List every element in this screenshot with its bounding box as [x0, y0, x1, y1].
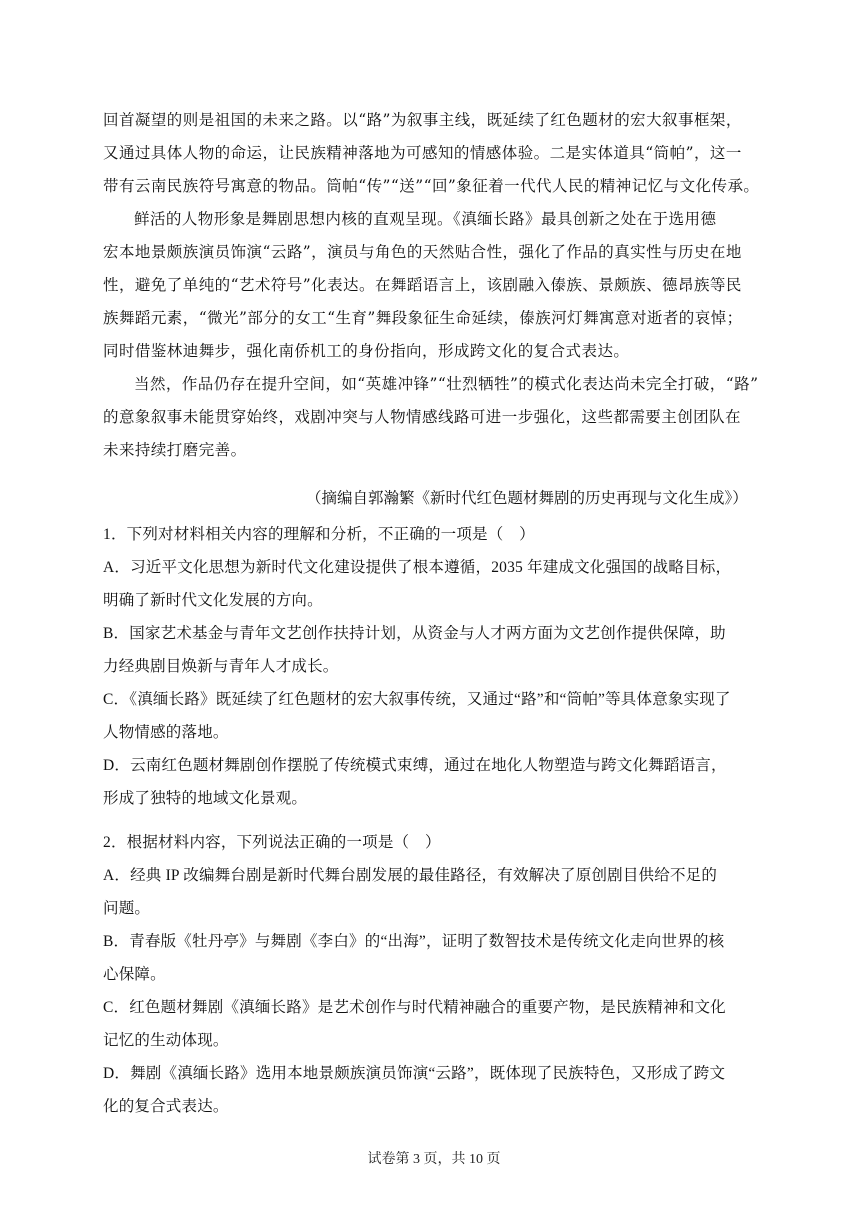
option-line: 形成了独特的地域文化景观。	[103, 790, 308, 807]
option-line: 人物情感的落地。	[103, 724, 229, 741]
option-a	[103, 859, 753, 925]
passage-line: 当然，作品仍存在提升空间，如“英雄冲锋”“壮烈牺牲”的模式化表达尚未完全打破，“路”	[134, 375, 759, 393]
passage-paragraph-2	[103, 203, 753, 368]
passage-source: （摘编自郭瀚繁《新时代红色题材舞剧的历史再现与文化生成》）	[306, 489, 748, 507]
passage-line: 鲜活的人物形象是舞剧思想内核的直观呈现。《滇缅长路》最具创新之处在于选用德	[134, 210, 717, 228]
option-c	[103, 991, 753, 1057]
option-d	[103, 1057, 753, 1123]
option-line: C．红色题材舞剧《滇缅长路》是艺术创作与时代精神融合的重要产物，是民族精神和文化	[103, 999, 726, 1016]
passage-paragraph-1	[103, 104, 760, 203]
question-stem: 2．根据材料内容，下列说法正确的一项是（ ）	[103, 834, 441, 851]
passage-line: 又通过具体人物的命运，让民族精神落地为可感知的情感体验。二是实体道具“筒帕”，这一	[103, 144, 742, 162]
option-line: 心保障。	[103, 966, 166, 983]
passage-line: 族舞蹈元素，“微光”部分的女工“生育”舞段象征生命延续，傣族河灯舞寓意对逝者的哀悼；	[103, 309, 743, 327]
option-line: 化的复合式表达。	[103, 1098, 229, 1115]
passage-line: 的意象叙事未能贯穿始终，戏剧冲突与人物情感线路可进一步强化，这些都需要主创团队在	[103, 408, 742, 426]
passage-line: 回首凝望的则是祖国的未来之路。以“路”为叙事主线，既延续了红色题材的宏大叙事框架，	[103, 111, 742, 129]
option-d	[103, 749, 753, 815]
passage-paragraph-3	[103, 368, 759, 467]
option-line: 问题。	[103, 900, 151, 917]
option-line: A．习近平文化思想为新时代文化建设提供了根本遵循，2035 年建成文化强国的战略目标，	[103, 559, 732, 576]
option-a	[103, 551, 753, 617]
option-line: C．《滇缅长路》既延续了红色题材的宏大叙事传统，又通过“路”和“筒帕”等具体意象实现了	[103, 691, 731, 708]
option-line: A．经典 IP 改编舞台剧是新时代舞台剧发展的最佳路径，有效解决了原创剧目供给不足的	[103, 867, 718, 884]
option-line: 力经典剧目焕新与青年人才成长。	[103, 658, 339, 675]
passage-line: 性，避免了单纯的“艺术符号”化表达。在舞蹈语言上，该剧融入傣族、景颇族、德昂族等民	[103, 276, 742, 294]
option-line: B．国家艺术基金与青年文艺创作扶持计划，从资金与人才两方面为文艺创作提供保障，助	[103, 625, 726, 642]
option-line: 记忆的生动体现。	[103, 1032, 229, 1049]
page-footer: 试卷第 3 页，共 10 页	[367, 1152, 501, 1167]
option-b	[103, 925, 753, 991]
question-1	[103, 518, 753, 815]
passage-line: 带有云南民族符号寓意的物品。筒帕“传”“送”“回”象征着一代代人民的精神记忆与文化传承。	[103, 177, 760, 195]
option-b	[103, 617, 753, 683]
question-stem: 1．下列对材料相关内容的理解和分析，不正确的一项是（ ）	[103, 526, 535, 543]
option-line: D．云南红色题材舞剧创作摆脱了传统模式束缚，通过在地化人物塑造与跨文化舞蹈语言，	[103, 757, 727, 774]
option-c	[103, 683, 753, 749]
passage-line: 宏本地景颇族演员饰演“云路”，演员与角色的天然贴合性，强化了作品的真实性与历史在地	[103, 243, 742, 261]
option-line: B．青春版《牡丹亭》与舞剧《李白》的“出海”，证明了数智技术是传统文化走向世界的核	[103, 933, 725, 950]
option-line: 明确了新时代文化发展的方向。	[103, 592, 323, 609]
passage-line: 未来持续打磨完善。	[103, 441, 247, 459]
option-line: D．舞剧《滇缅长路》选用本地景颇族演员饰演“云路”，既体现了民族特色，又形成了跨文	[103, 1065, 726, 1082]
question-2	[103, 826, 753, 1123]
passage-line: 同时借鉴林迪舞步，强化南侨机工的身份指向，形成跨文化的复合式表达。	[103, 342, 630, 360]
